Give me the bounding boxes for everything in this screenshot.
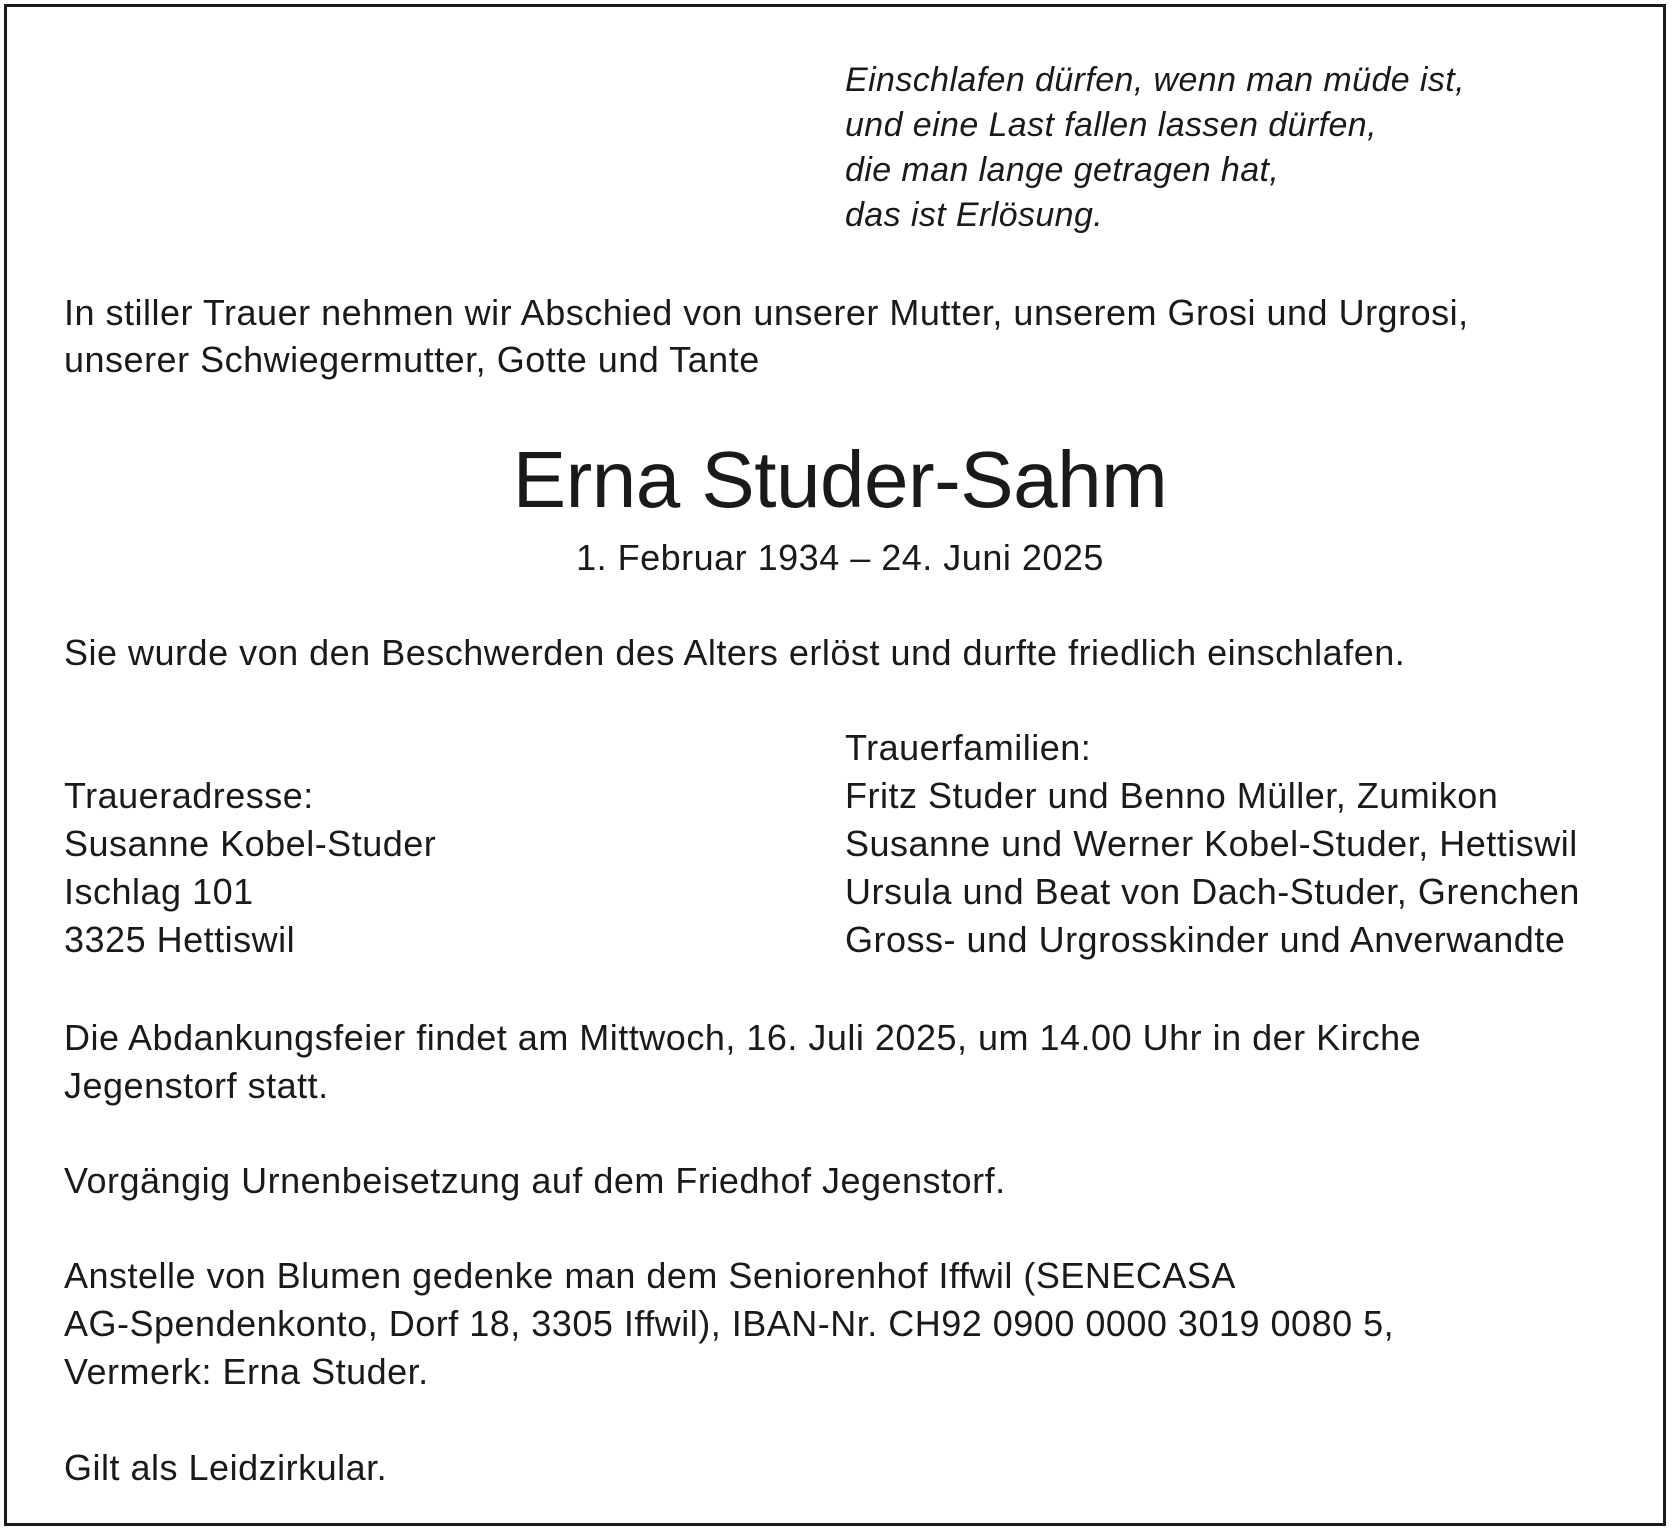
family-line: Gross- und Urgrosskinder und Anverwandte xyxy=(845,919,1566,960)
address-label: Traueradresse: xyxy=(64,775,314,816)
intro-line: In stiller Trauer nehmen wir Abschied von unserer Mutter, unserem Grosi und Urgrosi, xyxy=(64,292,1469,333)
intro-line: unserer Schwiegermutter, Gotte und Tante xyxy=(64,339,760,380)
deceased-name: Erna Studer-Sahm xyxy=(512,435,1168,524)
families-label: Trauerfamilien: xyxy=(845,727,1092,768)
motto-line: und eine Last fallen lassen dürfen, xyxy=(845,106,1377,144)
statement-text: Sie wurde von den Beschwerden des Alters erlöst und durfte friedlich einschlafen. xyxy=(64,632,1406,673)
family-line: Susanne und Werner Kobel-Studer, Hettiswil xyxy=(845,823,1578,864)
motto-line: die man lange getragen hat, xyxy=(845,151,1280,189)
donation-line: Anstelle von Blumen gedenke man dem Seniorenhof Iffwil (SENECASA xyxy=(64,1255,1236,1296)
ceremony-line: Jegenstorf statt. xyxy=(64,1065,329,1106)
closing-text: Gilt als Leidzirkular. xyxy=(64,1447,388,1488)
notice-border xyxy=(4,4,1666,1526)
donation-line: AG-Spendenkonto, Dorf 18, 3305 Iffwil), IBAN-Nr. CH92 0900 0000 3019 0080 5, xyxy=(64,1303,1395,1344)
address-line: Ischlag 101 xyxy=(64,871,254,912)
family-line: Fritz Studer und Benno Müller, Zumikon xyxy=(845,775,1499,816)
address-line: Susanne Kobel-Studer xyxy=(64,823,437,864)
motto-line: das ist Erlösung. xyxy=(845,196,1104,234)
burial-text: Vorgängig Urnenbeisetzung auf dem Friedhof Jegenstorf. xyxy=(64,1160,1006,1201)
address-line: 3325 Hettiswil xyxy=(64,919,296,960)
family-line: Ursula und Beat von Dach-Studer, Grenchen xyxy=(845,871,1580,912)
ceremony-line: Die Abdankungsfeier findet am Mittwoch, 16. Juli 2025, um 14.00 Uhr in der Kirche xyxy=(64,1017,1422,1058)
motto-line: Einschlafen dürfen, wenn man müde ist, xyxy=(845,61,1465,99)
life-dates: 1. Februar 1934 – 24. Juni 2025 xyxy=(576,537,1104,578)
donation-line: Vermerk: Erna Studer. xyxy=(64,1351,429,1392)
